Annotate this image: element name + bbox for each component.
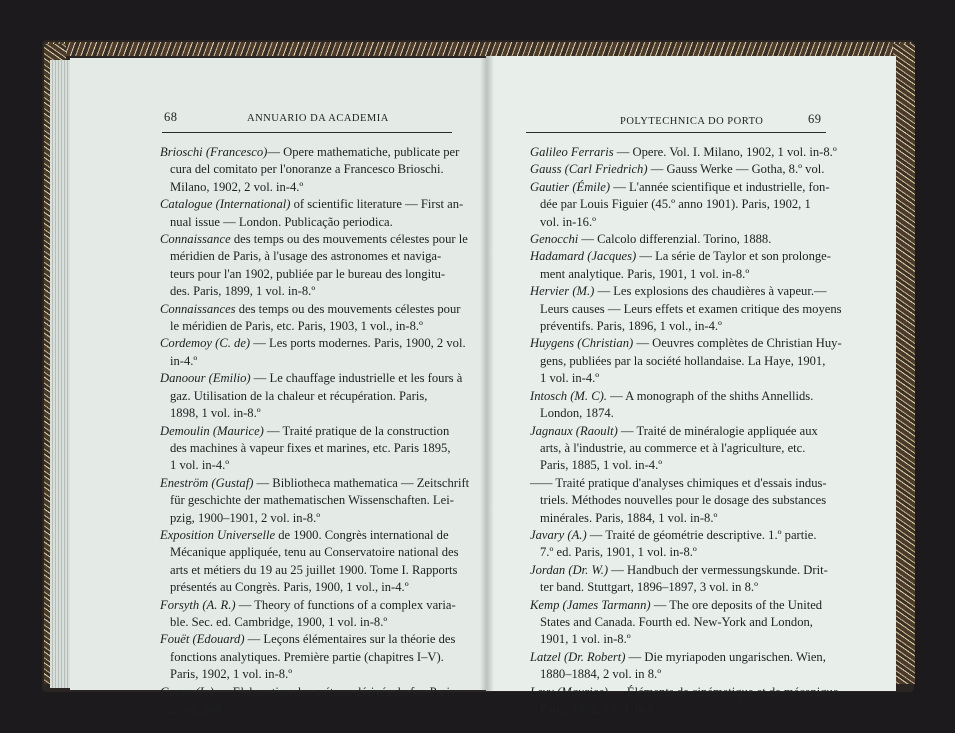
entry-author: Cordemoy (C. de) — [160, 336, 251, 351]
entry-text: arts et métiers du 19 au 25 juillet 1900. Tome I. Rapports — [170, 562, 458, 577]
entry-text: — The ore deposits of the United — [650, 597, 823, 612]
entry-text: 1880–1884, 2 vol. in 8.º — [540, 667, 662, 682]
entry-text: — Leçons élémentaires sur la théorie des — [244, 632, 456, 647]
entry-first-line — [530, 283, 870, 300]
entry-first-line — [160, 301, 482, 318]
entry-text: arts, à l'industrie, au commerce et à l'agriculture, etc. — [540, 440, 806, 455]
left-page-number: 68 — [164, 110, 178, 124]
bibliography-entry — [160, 335, 482, 370]
entry-first-line — [530, 684, 870, 701]
entry-text: le méridien de Paris, etc. Paris, 1903, 1 vol., in-8.º — [170, 319, 423, 334]
entry-continuation-line — [160, 440, 482, 457]
entry-continuation-line — [160, 405, 482, 422]
entry-text: des temps ou des mouvements célestes pour le — [230, 232, 468, 247]
entry-text: Leurs causes — Leurs effets et examen critique des moyens — [540, 301, 842, 316]
entry-text: — La série de Taylor et son prolonge- — [636, 249, 831, 264]
left-header-rule — [162, 132, 452, 133]
bibliography-entry — [530, 283, 870, 335]
entry-continuation-line — [530, 666, 870, 683]
left-page — [70, 58, 486, 716]
entry-text: fonctions analytiques. Première partie (chapitres I–V). — [170, 649, 444, 664]
entry-text: für geschichte der mathematischen Wissenschaften. Lei- — [170, 493, 454, 508]
entry-continuation-line — [530, 301, 870, 318]
left-running-head: ANNUARIO DA ACADEMIA — [247, 113, 389, 124]
right-page-number: 69 — [808, 112, 822, 126]
entry-author: Connaissance — [160, 232, 231, 247]
entry-continuation-line — [160, 283, 482, 300]
entry-first-line — [530, 179, 870, 196]
entry-text: — Oeuvres complètes de Christian Huy- — [633, 336, 842, 351]
entry-first-line — [160, 423, 482, 440]
entry-text: 2 vol. in-8.º — [170, 702, 230, 716]
entry-continuation-line — [160, 649, 482, 666]
entry-continuation-line — [160, 492, 482, 509]
right-page — [486, 56, 896, 716]
entry-text: ter band. Stuttgart, 1896–1897, 3 vol. in 8.º — [540, 580, 758, 595]
bibliography-entry — [160, 144, 482, 196]
entry-text: des. Paris, 1899, 1 vol. in-8.º — [170, 284, 316, 299]
bibliography-entry — [530, 527, 870, 562]
bibliography-entry — [530, 597, 870, 649]
entry-text: cura del comitato per l'onoranze a Francesco Brioschi. — [170, 162, 444, 177]
entry-continuation-line — [160, 614, 482, 631]
entry-continuation-line — [160, 666, 482, 683]
entry-text: 1 vol. in-4.º — [170, 458, 230, 473]
entry-text: des temps ou des mouvements célestes pour — [235, 301, 461, 316]
page-edges — [50, 60, 70, 688]
entry-continuation-line — [160, 161, 482, 178]
entry-continuation-line — [530, 614, 870, 631]
entry-text: dée par Louis Figuier (45.º anno 1901). Paris, 1902, 1 — [540, 197, 811, 212]
entry-text: Paris, 1902, 1 vol. in-8.º — [170, 667, 293, 682]
entry-author: Genocchi — [530, 232, 579, 247]
entry-continuation-line — [530, 579, 870, 596]
entry-text: gens, publiées par la société hollandaise. La Haye, 1901, — [540, 353, 826, 368]
entry-author: Levy (Maurice) — [530, 684, 608, 699]
entry-author: Connaissances — [160, 301, 236, 316]
entry-text: — L'année scientifique et industrielle, fon- — [610, 179, 830, 194]
entry-continuation-line — [530, 701, 870, 718]
entry-author: Intosch (M. C). — [530, 388, 607, 403]
bibliography-entry — [530, 248, 870, 283]
entry-text: — Traité pratique de la construction — [263, 423, 450, 438]
entry-author: Exposition Universelle — [160, 527, 276, 542]
entry-continuation-line — [160, 457, 482, 474]
bibliography-entry — [530, 475, 870, 527]
entry-text: — Calcolo differenzial. Torino, 1888. — [578, 232, 772, 247]
entry-continuation-line — [530, 405, 870, 422]
entry-author: Gages (L.) — [160, 684, 214, 699]
entry-continuation-line — [160, 579, 482, 596]
entry-first-line — [160, 370, 482, 387]
entry-first-line — [160, 231, 482, 248]
entry-text: ment analytique. Paris, 1901, 1 vol. in-8.º — [540, 266, 750, 281]
entry-first-line — [530, 527, 870, 544]
bibliography-entry — [160, 475, 482, 527]
bibliography-entry — [530, 388, 870, 423]
entry-author: Jordan (Dr. W.) — [530, 562, 609, 577]
entry-author: Demoulin (Maurice) — [160, 423, 264, 438]
entry-author: Hervier (M.) — [530, 284, 595, 299]
marbled-edge-top — [44, 42, 912, 56]
entry-author: Kemp (James Tarmann) — [530, 597, 651, 612]
entry-author: Gauss (Carl Friedrich) — [530, 162, 648, 177]
entry-text: triels. Méthodes nouvelles pour le dosage des substances — [540, 493, 827, 508]
entry-text: — Die myriapoden ungarischen. Wien, — [625, 649, 826, 664]
entry-continuation-line — [530, 266, 870, 283]
entry-continuation-line — [160, 544, 482, 561]
entry-first-line — [530, 231, 870, 248]
bibliography-entry — [160, 370, 482, 422]
entry-text: — Theory of functions of a complex varia- — [235, 597, 456, 612]
entry-first-line — [160, 597, 482, 614]
entry-author: Hadamard (Jacques) — [530, 249, 637, 264]
entry-text: minérales. Paris, 1884, 1 vol. in-8.º — [540, 510, 718, 525]
entry-text: — Opere. Vol. I. Milano, 1902, 1 vol. in-8.º — [613, 145, 837, 159]
entry-first-line — [530, 144, 870, 161]
entry-text: 1 vol. in-4.º — [540, 371, 600, 386]
entry-continuation-line — [530, 370, 870, 387]
entry-author: Catalogue (International) — [160, 197, 291, 212]
entry-continuation-line — [160, 214, 482, 231]
entry-text: 1898, 1 vol. in-8.º — [170, 406, 261, 421]
right-bibliography-list — [530, 144, 870, 718]
bibliography-entry — [530, 231, 870, 248]
bibliography-entry — [530, 335, 870, 387]
bibliography-entry — [530, 161, 870, 178]
entry-text: — Éléments de cinématique et de mécanique — [607, 684, 839, 699]
bibliography-entry — [530, 562, 870, 597]
entry-text: — Gauss Werke — Gotha, 8.º vol. — [647, 162, 825, 177]
bibliography-entry — [160, 684, 482, 719]
entry-text: 7.º ed. Paris, 1901, 1 vol. in-8.º — [540, 545, 697, 560]
entry-continuation-line — [530, 544, 870, 561]
entry-author: Forsyth (A. R.) — [160, 597, 236, 612]
right-running-head: POLYTECHNICA DO PORTO — [620, 116, 764, 127]
entry-text: gaz. Utilisation de la chaleur et récupération. Paris, — [170, 388, 428, 403]
right-header-rule — [526, 132, 826, 133]
entry-continuation-line — [530, 631, 870, 648]
bibliography-entry — [160, 196, 482, 231]
left-bibliography-list — [160, 144, 482, 718]
entry-text: — Elaboration des métaux dérivés du fer. Paris, — [213, 684, 458, 699]
entry-continuation-line — [530, 318, 870, 335]
entry-continuation-line — [160, 510, 482, 527]
entry-continuation-line — [160, 562, 482, 579]
entry-first-line — [530, 423, 870, 440]
entry-continuation-line — [160, 179, 482, 196]
marbled-edge-right — [893, 44, 915, 684]
entry-first-line — [530, 649, 870, 666]
entry-continuation-line — [160, 266, 482, 283]
entry-author: Fouët (Edouard) — [160, 632, 245, 647]
entry-author: Huygens (Christian) — [530, 336, 634, 351]
entry-first-line — [160, 144, 482, 161]
entry-first-line — [530, 475, 870, 492]
bibliography-entry — [160, 423, 482, 475]
entry-first-line — [530, 388, 870, 405]
entry-text: ble. Sec. ed. Cambridge, 1900, 1 vol. in-8.º — [170, 614, 388, 629]
entry-author: Jagnaux (Raoult) — [530, 423, 618, 438]
entry-continuation-line — [530, 457, 870, 474]
entry-text: — Opere mathematiche, publicate per — [267, 145, 460, 159]
entry-continuation-line — [160, 388, 482, 405]
entry-continuation-line — [530, 510, 870, 527]
entry-text: vol. in-16.º — [540, 214, 597, 229]
entry-text: nual issue — London. Publicação periodica. — [170, 214, 393, 229]
entry-continuation-line — [530, 440, 870, 457]
entry-continuation-line — [160, 318, 482, 335]
bibliography-entry — [160, 597, 482, 632]
entry-text: 1901, 1 vol. in-8.º — [540, 632, 631, 647]
bibliography-entry — [530, 144, 870, 161]
entry-text: — Bibliotheca mathematica — Zeitschrift — [253, 475, 470, 490]
entry-text: — A monograph of the shiths Annellids. — [606, 388, 814, 403]
entry-text: Milano, 1902, 2 vol. in-4.º — [170, 179, 304, 194]
entry-text: States and Canada. Fourth ed. New-York and London, — [540, 614, 813, 629]
entry-text: of scientific literature — First an- — [290, 197, 464, 212]
entry-continuation-line — [530, 196, 870, 213]
entry-first-line — [160, 684, 482, 701]
entry-text: Paris, 1885, 1 vol. in-4.º — [540, 458, 663, 473]
entry-first-line — [530, 335, 870, 352]
bibliography-entry — [160, 631, 482, 683]
entry-continuation-line — [160, 248, 482, 265]
entry-author: Javary (A.) — [530, 527, 587, 542]
entry-text: de 1900. Congrès international de — [275, 527, 449, 542]
entry-text: Paris, 1902, 1 vol. in 8.º — [540, 702, 662, 716]
entry-first-line — [530, 248, 870, 265]
entry-text: — Traité de géométrie descriptive. 1.º partie. — [586, 527, 817, 542]
entry-continuation-line — [530, 492, 870, 509]
entry-text: teurs pour l'an 1902, publiée par le bureau des longitu- — [170, 266, 446, 281]
entry-author: Eneström (Gustaf) — [160, 475, 254, 490]
entry-text: des machines à vapeur fixes et marines, etc. Paris 1895, — [170, 440, 451, 455]
entry-first-line — [160, 196, 482, 213]
bibliography-entry — [160, 231, 482, 301]
entry-continuation-line — [160, 701, 482, 718]
entry-author: Brioschi (Francesco) — [160, 145, 268, 159]
bibliography-entry — [530, 684, 870, 719]
entry-first-line — [160, 527, 482, 544]
entry-first-line — [160, 335, 482, 352]
entry-text: Traité pratique d'analyses chimiques et d'essais indus- — [552, 475, 827, 490]
entry-text: Mécanique appliquée, tenu au Conservatoire national des — [170, 545, 459, 560]
entry-text: — Handbuch der vermessungskunde. Drit- — [608, 562, 828, 577]
bibliography-entry — [530, 649, 870, 684]
entry-text: — Le chauffage industrielle et les fours à — [250, 371, 463, 386]
bibliography-entry — [160, 527, 482, 597]
entry-text: — Les ports modernes. Paris, 1900, 2 vol. — [250, 336, 466, 351]
entry-text: in-4.º — [170, 353, 198, 368]
book-gutter — [480, 56, 494, 692]
entry-author: Gautier (Émile) — [530, 179, 611, 194]
entry-text: pzig, 1900–1901, 2 vol. in-8.º — [170, 510, 321, 525]
entry-author: Latzel (Dr. Robert) — [530, 649, 626, 664]
entry-first-line — [160, 475, 482, 492]
entry-text: présentés au Congrès. Paris, 1900, 1 vol., in-4.º — [170, 580, 409, 595]
bibliography-entry — [530, 179, 870, 231]
bibliography-entry — [160, 301, 482, 336]
entry-author: Danoour (Emilio) — [160, 371, 251, 386]
entry-author: Galileo Ferraris — [530, 145, 614, 159]
entry-text: — Traité de minéralogie appliquée aux — [617, 423, 818, 438]
entry-continuation-line — [160, 353, 482, 370]
entry-author: —— — [530, 475, 553, 490]
entry-text: méridien de Paris, à l'usage des astronomes et naviga- — [170, 249, 442, 264]
entry-continuation-line — [530, 214, 870, 231]
entry-first-line — [160, 631, 482, 648]
entry-first-line — [530, 161, 870, 178]
entry-continuation-line — [530, 353, 870, 370]
bibliography-entry — [530, 423, 870, 475]
entry-text: préventifs. Paris, 1896, 1 vol., in-4.º — [540, 319, 722, 334]
entry-first-line — [530, 562, 870, 579]
entry-text: — Les explosions des chaudières à vapeur.— — [594, 284, 827, 299]
entry-text: London, 1874. — [540, 406, 614, 421]
entry-first-line — [530, 597, 870, 614]
